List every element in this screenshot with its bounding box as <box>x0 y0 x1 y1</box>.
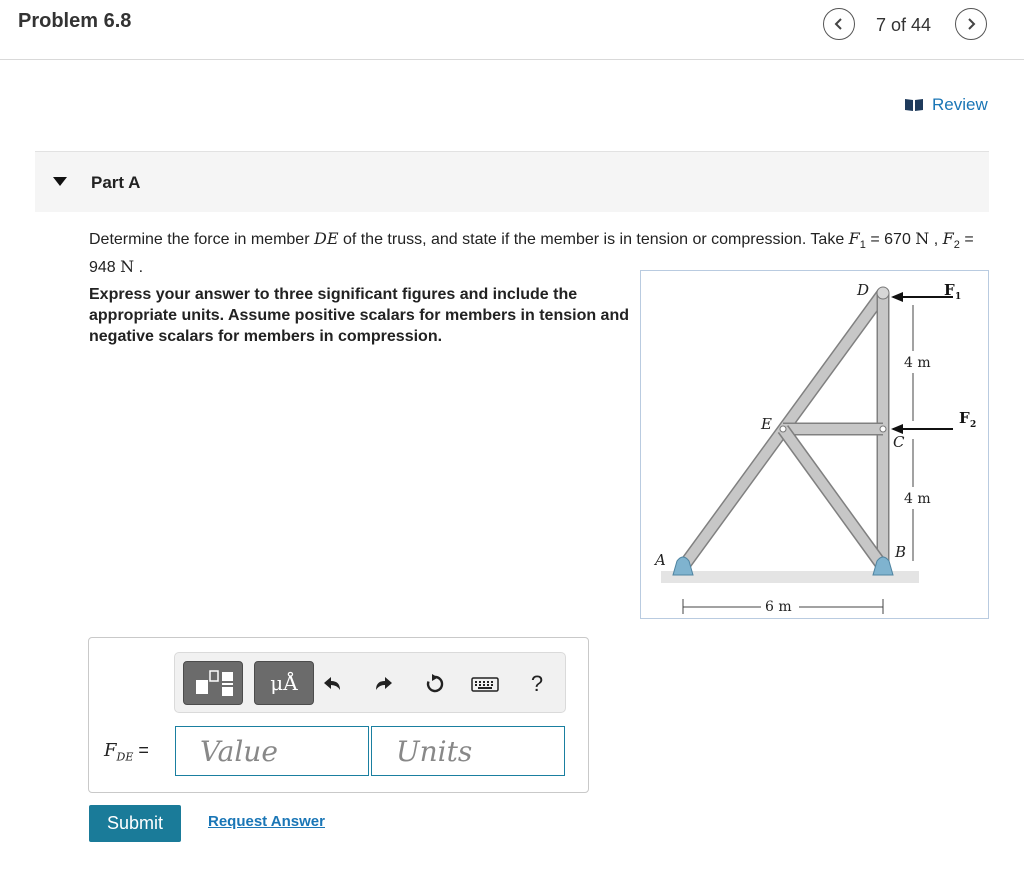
help-button[interactable]: ? <box>530 671 544 696</box>
fraction-template-icon <box>184 662 244 706</box>
dim-label-top: 4 m <box>904 355 931 371</box>
undo-button[interactable] <box>318 669 348 699</box>
keyboard-button[interactable] <box>470 669 500 699</box>
dim-label-bottom: 4 m <box>904 491 931 507</box>
label-d: D <box>857 281 870 299</box>
templates-button[interactable] <box>183 661 243 705</box>
joint-c <box>880 426 886 432</box>
dim-label-width: 6 m <box>765 599 792 615</box>
keyboard-icon <box>471 675 499 693</box>
label-f2-sub: 2 <box>970 420 977 430</box>
joint-d <box>877 287 889 299</box>
question-text: Determine the force in member DE of the truss, and state if the member is in tension or compression. Take $F_1 = 670$ N , $F_2 = 948$ N . <box>89 229 974 277</box>
header-divider <box>0 59 1024 60</box>
redo-button[interactable] <box>368 669 398 699</box>
submit-button[interactable]: Submit <box>89 805 181 842</box>
label-f1-sub: 1 <box>955 292 962 302</box>
previous-problem-button[interactable] <box>823 8 855 40</box>
member-eb-fill <box>783 429 883 567</box>
label-c: C <box>893 433 905 451</box>
request-answer-link[interactable]: Request Answer <box>208 813 325 830</box>
redo-icon <box>372 675 394 693</box>
book-icon <box>904 98 924 112</box>
undo-icon <box>322 675 344 693</box>
problem-counter: 7 of 44 <box>876 15 932 35</box>
label-f1: F <box>944 281 955 299</box>
chevron-left-icon <box>832 17 846 31</box>
review-label: Review <box>932 95 988 114</box>
label-b: B <box>895 543 907 561</box>
value-input[interactable]: Value <box>175 726 369 776</box>
units-symbols-button[interactable]: μÅ <box>254 661 314 705</box>
reset-button[interactable] <box>420 669 450 699</box>
review-link[interactable] <box>904 95 988 115</box>
collapse-triangle-icon[interactable] <box>53 177 67 187</box>
label-f2: F <box>959 409 970 427</box>
truss-figure <box>640 270 989 619</box>
next-problem-button[interactable] <box>955 8 987 40</box>
part-label: Part A <box>91 173 141 192</box>
joint-e <box>780 426 786 432</box>
problem-title: Problem 6.8 <box>18 10 132 32</box>
label-a: A <box>655 551 666 569</box>
label-e: E <box>761 415 772 433</box>
part-a-header[interactable] <box>35 151 989 212</box>
reset-icon <box>424 673 446 695</box>
answer-instructions: Express your answer to three significant figures and include the appropriate units. Assume positive scalars for members in tension and negative scalars for members in compression. <box>89 286 629 345</box>
chevron-right-icon <box>964 17 978 31</box>
answer-label: $F_{DE}$ = <box>104 740 149 764</box>
units-input[interactable]: Units <box>371 726 565 776</box>
